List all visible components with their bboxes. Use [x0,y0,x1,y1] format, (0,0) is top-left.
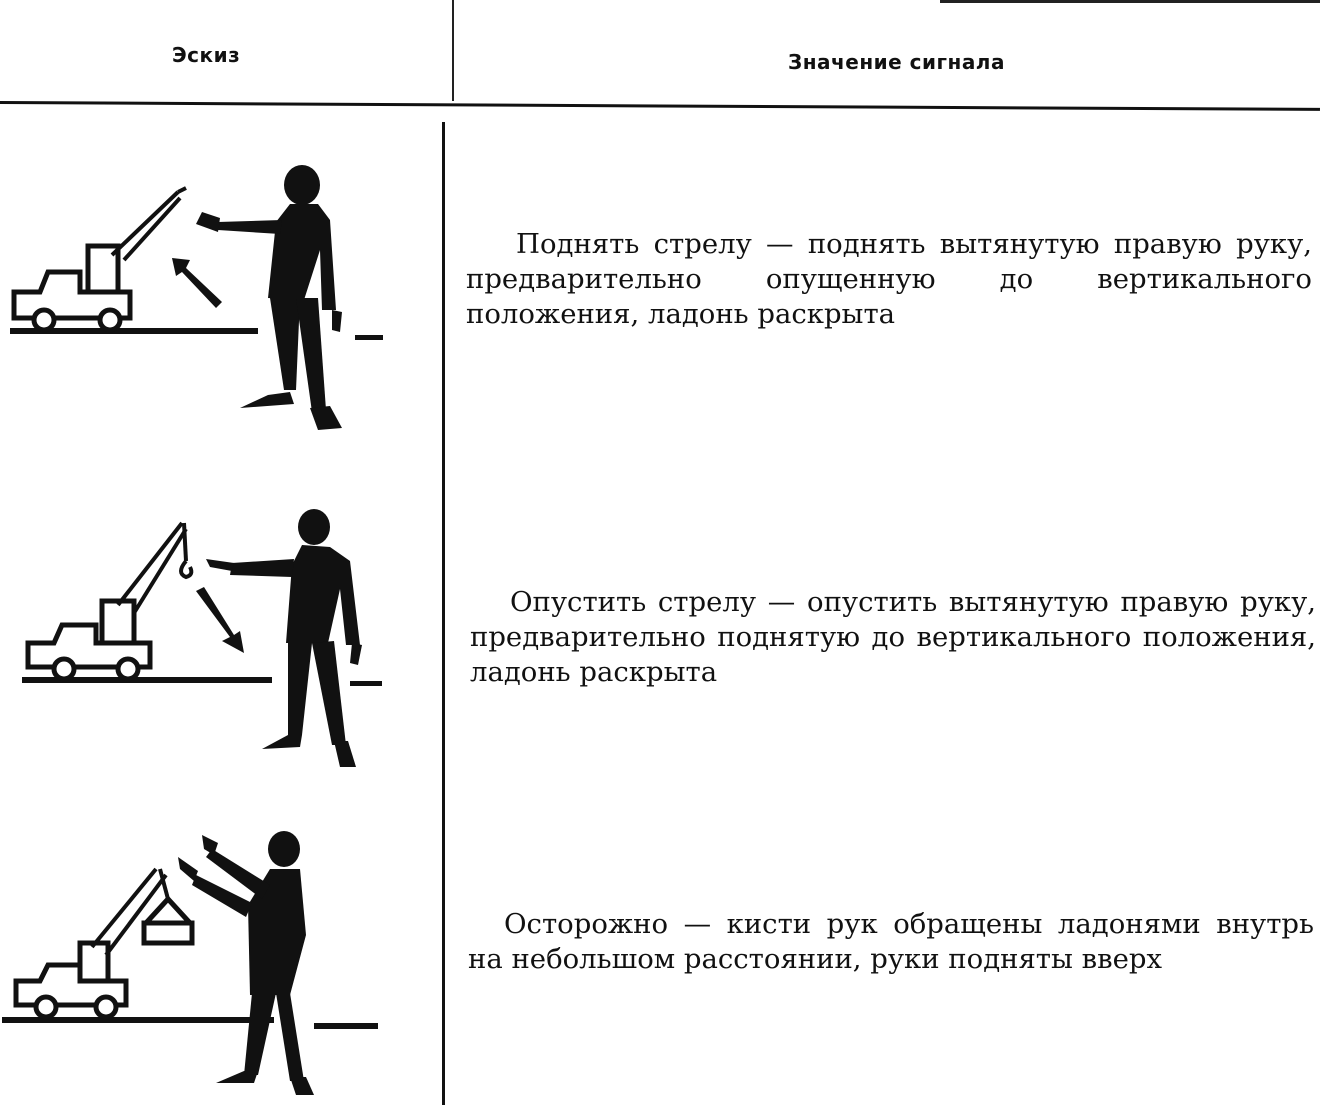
signal-text: — опустить вытянутую правую руку, предварительно поднятую до вертикального положения, ладонь раскрыта [470,586,1316,688]
signal-text: — поднять вытянутую правую руку, предварительно опущенную до вертикального положения, ладонь раскрыта [466,228,1312,330]
top-rule [940,0,1320,3]
crane-raise-boom-illustration [0,160,440,445]
crane-caution-illustration [0,825,440,1095]
body-column-divider [442,122,445,1105]
signal-name: Поднять стрелу [516,228,752,260]
signal-name: Опустить стрелу [510,586,757,618]
column-header-sketch: Эскиз [172,43,241,67]
signal-description-caution [468,907,1314,977]
crane-lower-boom-illustration [0,505,440,775]
signal-description-lower-boom [470,585,1316,690]
header-column-divider [452,0,454,101]
header-rule [0,101,1320,111]
signal-name: Осторожно [504,908,669,940]
signal-text: — кисти рук обращены ладонями внутрь на небольшом расстоянии, руки подняты вверх [468,908,1314,975]
signal-description-raise-boom [466,227,1312,332]
column-header-meaning: Значение сигнала [788,50,1005,74]
